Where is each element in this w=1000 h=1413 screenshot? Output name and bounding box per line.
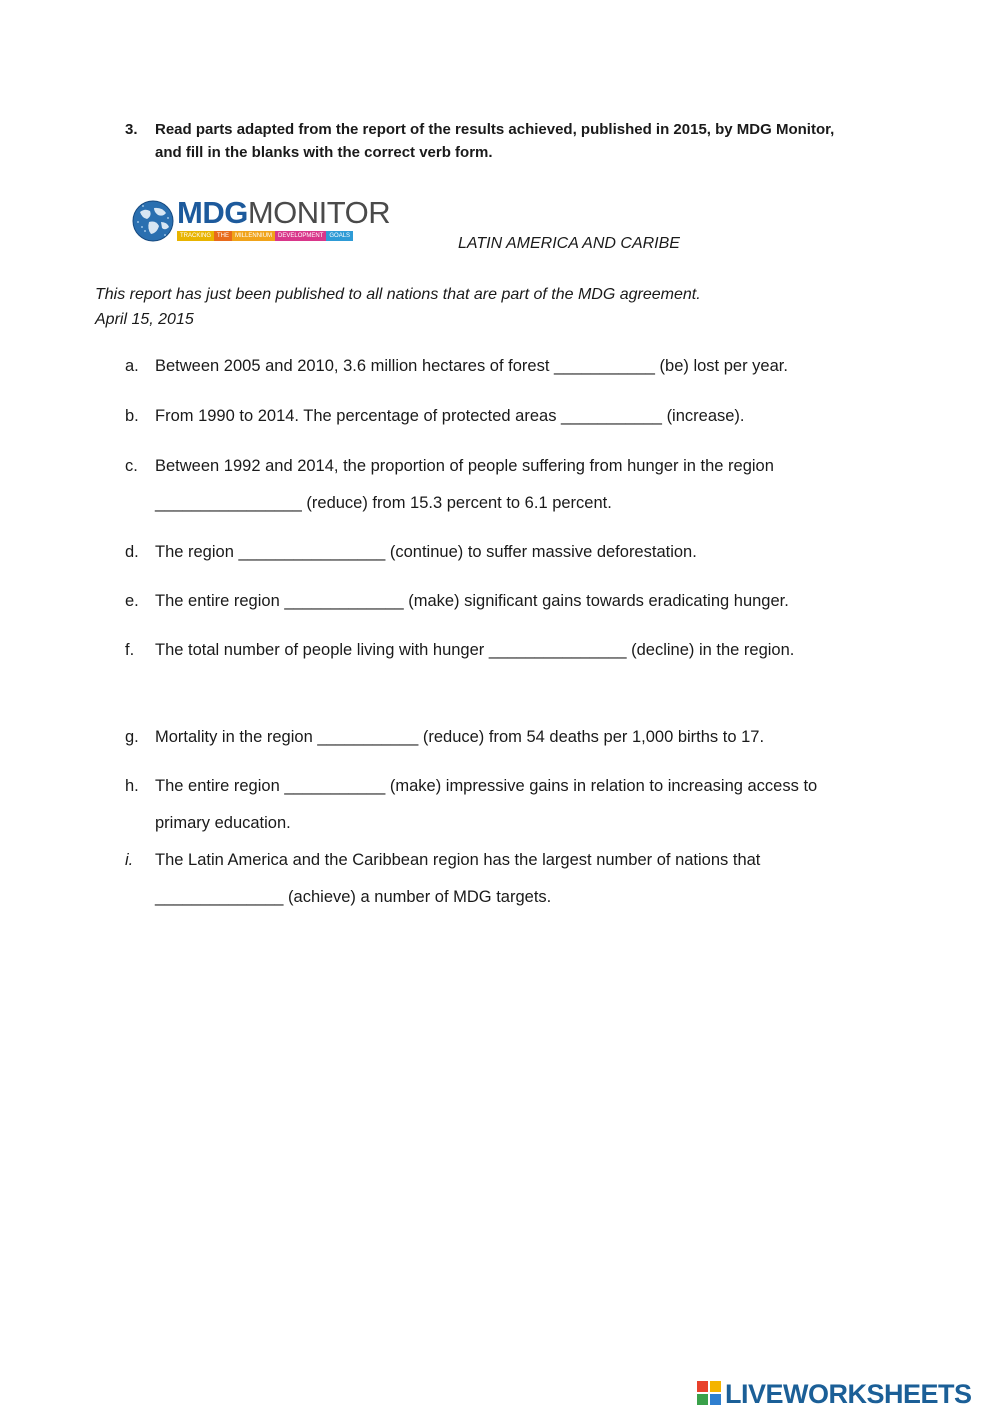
question-item (125, 842, 875, 916)
logo-tagline (177, 231, 353, 241)
question-label: g. (125, 728, 139, 746)
logo-brand (177, 196, 390, 230)
question-label: b. (125, 407, 139, 425)
instruction-number: 3. (125, 121, 138, 138)
question-label: h. (125, 777, 139, 795)
mdg-monitor-logo (132, 196, 394, 244)
question-text: From 1990 to 2014. The percentage of protected areas ___________ (increase). (155, 407, 745, 425)
question-label: d. (125, 543, 139, 561)
question-label: e. (125, 592, 139, 610)
question-item (125, 398, 875, 435)
liveworksheets-mark-icon (697, 1381, 721, 1405)
tagline-word: DEVELOPMENT (275, 231, 326, 241)
question-label: i. (125, 851, 134, 869)
question-text: The total number of people living with hunger _______________ (decline) in the region. (155, 641, 795, 659)
question-item (125, 448, 875, 522)
tagline-word: THE (214, 231, 232, 241)
question-text: Between 1992 and 2014, the proportion of people suffering from hunger in the region ________________ (reduce) from 15.3 percent to 6.1 percent. (155, 457, 774, 512)
question-item (125, 348, 875, 385)
globe-icon (132, 200, 174, 242)
question-text: The region ________________ (continue) to suffer massive deforestation. (155, 543, 697, 561)
question-item (125, 583, 875, 620)
question-item (125, 632, 875, 669)
tagline-word: GOALS (326, 231, 353, 241)
question-item (125, 534, 875, 571)
question-label: f. (125, 641, 135, 659)
question-label: c. (125, 457, 138, 475)
question-text: The entire region _____________ (make) significant gains towards eradicating hunger. (155, 592, 789, 610)
report-note (95, 282, 855, 332)
question-label: a. (125, 357, 139, 375)
liveworksheets-logo (697, 1377, 997, 1411)
tagline-word: TRACKING (177, 231, 214, 241)
question-text: The entire region ___________ (make) impressive gains in relation to increasing access to primary education. (155, 777, 818, 832)
logo-brand-bold: MDG (177, 195, 248, 230)
question-text: Between 2005 and 2010, 3.6 million hectares of forest ___________ (be) lost per year. (155, 357, 788, 375)
question-item (125, 768, 875, 842)
note-line: This report has just been published to all nations that are part of the MDG agreement. (95, 286, 701, 303)
instruction (125, 118, 845, 164)
tagline-word: MILLENNIUM (232, 231, 275, 241)
question-item (125, 719, 875, 756)
logo-brand-light: MONITOR (247, 195, 391, 230)
region-title: LATIN AMERICA AND CARIBE (458, 235, 680, 252)
question-text: The Latin America and the Caribbean region has the largest number of nations that ______________ (achieve) a number of MDG targets. (155, 851, 761, 906)
instruction-text: Read parts adapted from the report of the results achieved, published in 2015, by MDG Monitor, and fill in the blanks with the correct verb form. (155, 121, 835, 161)
question-text: Mortality in the region ___________ (reduce) from 54 deaths per 1,000 births to 17. (155, 728, 765, 746)
note-date: April 15, 2015 (95, 311, 194, 328)
liveworksheets-brand: LIVEWORKSHEETS (725, 1379, 972, 1409)
